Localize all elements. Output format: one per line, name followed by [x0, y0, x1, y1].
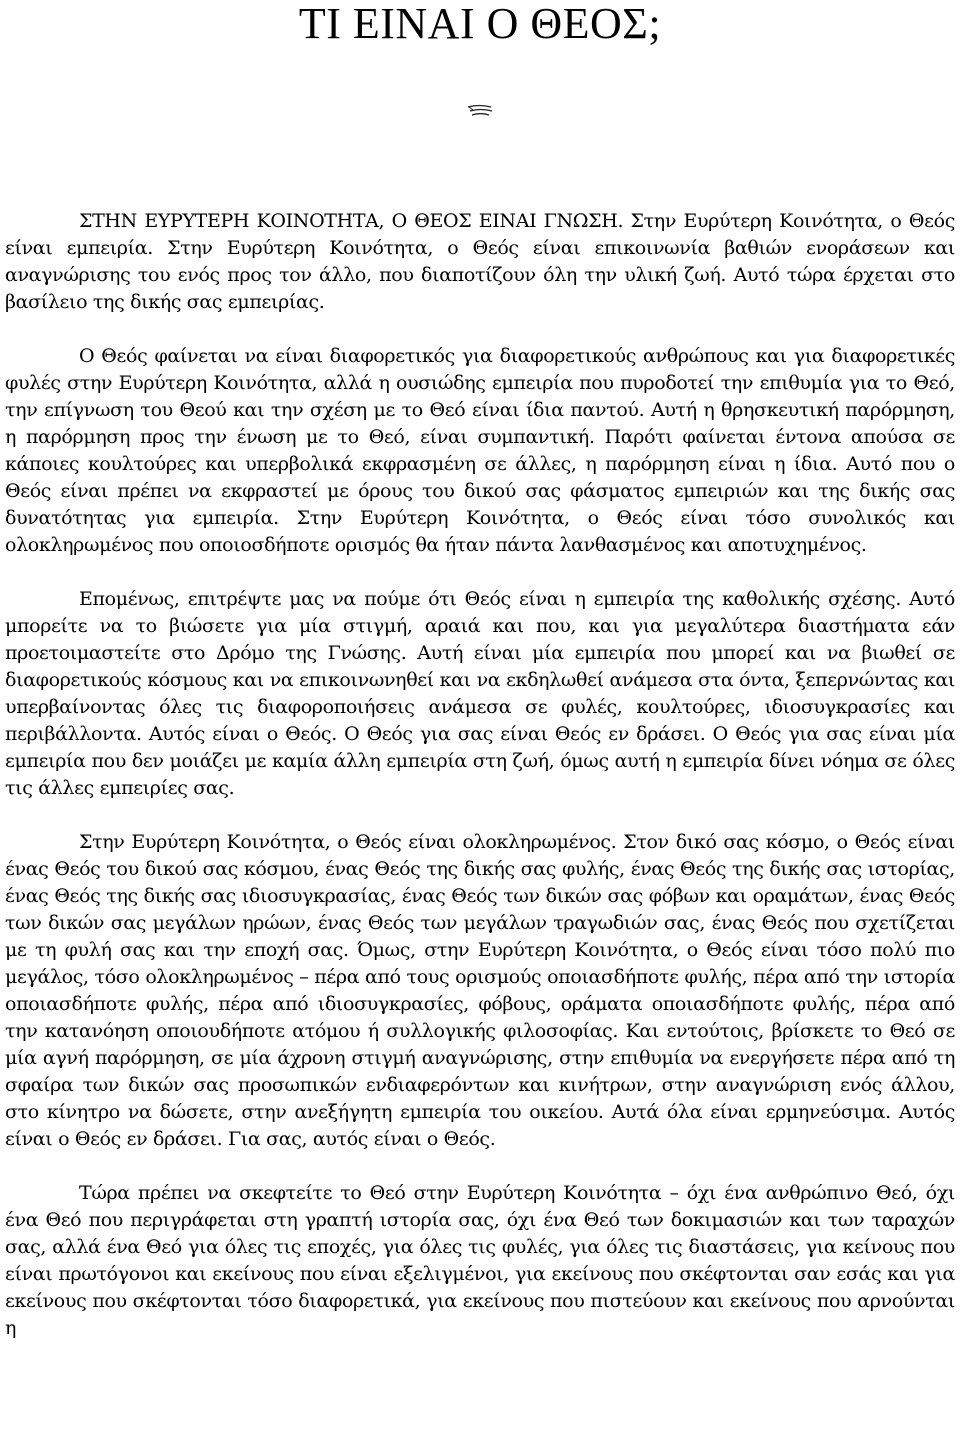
paragraph-3: Επομένως, επιτρέψτε μας να πούμε ότι Θεός είναι η εμπειρία της καθολικής σχέσης. Αυτό μπορείτε να το βιώσετε για μία στιγμή, αραιά και που, και για μεγαλύτερα διαστήματα εάν προετοιμαστείτε στο Δρόμο της Γνώσης. Αυτή είναι μία εμπειρία που μπορεί και να βιωθεί σε διαφορετικούς κόσμους και να επικοινωνηθεί και να εκδηλωθεί ανάμεσα στα όντα, ξεπερνώντας και υπερβαίνοντας όλες τις διαφοροποιήσεις ανάμεσα σε φυλές, κουλτούρες, ιδιοσυγκρασίες και περιβάλλοντα. Αυτός είναι ο Θεός. Ο Θεός για σας είναι Θεός εν δράσει. Ο Θεός για σας είναι μία εμπειρία που δεν μοιάζει με καμία άλλη εμπειρία στη ζωή, όμως αυτή η εμπειρία δίνει νόημα σε όλες τις άλλες εμπειρίες σας. [5, 588, 955, 799]
paragraph-2: Ο Θεός φαίνεται να είναι διαφορετικός για διαφορετικούς ανθρώπους και για διαφορετικές φυλές στην Ευρύτερη Κοινότητα, αλλά η ουσιώδης εμπειρία που πυροδοτεί την επιθυμία για το Θεό, την επίγνωση του Θεού και την σχέση με το Θεό είναι ίδια παντού. Αυτή η θρησκευτική παρόρμηση, η παρόρμηση προς την ένωση με το Θεό, είναι συμπαντική. Παρότι φαίνεται έντονα απούσα σε κάποιες κουλτούρες και υπερβολικά εκφρασμένη σε άλλες, η παρόρμηση είναι η ίδια. Αυτό που ο Θεός είναι πρέπει να εκφραστεί με όρους του δικού σας φάσματος εμπειριών και της δικής σας δυνατότητας για εμπειρία. Στην Ευρύτερη Κοινότητα, ο Θεός είναι τόσο συνολικός και ολοκληρωμένος που οποιοσδήποτε ορισμός θα ήταν πάντα λανθασμένος και αποτυχημένος. [5, 345, 955, 556]
paragraph-4: Στην Ευρύτερη Κοινότητα, ο Θεός είναι ολοκληρωμένος. Στον δικό σας κόσμο, ο Θεός είναι ένας Θεός του δικού σας κόσμου, ένας Θεός της δικής σας φυλής, ένας Θεός της δικής σας ιστορίας, ένας Θεός της δικής σας ιδιοσυγκρασίας, ένας Θεός των δικών σας φόβων και οραμάτων, ένας Θεός των δικών σας μεγάλων ηρώων, ένας Θεός των μεγάλων τραγωδιών σας, ένας Θεός που σχετίζεται με τη φυλή σας και την εποχή σας. Όμως, στην Ευρύτερη Κοινότητα, ο Θεός είναι τόσο πολύ πιο μεγάλος, τόσο ολοκληρωμένος – πέρα από τους ορισμούς οποιασδήποτε φυλής, πέρα από την ιστορία οποιασδήποτε φυλής, πέρα από ιδιοσυγκρασίες, φόβους, οράματα οποιασδήποτε φυλής, πέρα από την κατανόηση οποιουδήποτε ατόμου ή συλλογικής φιλοσοφίας. Και εντούτοις, βρίσκετε το Θεό σε μία αγνή παρόρμηση, σε μία άχρονη στιγμή αναγνώρισης, στην επιθυμία να ενεργήσετε πέρα από τη σφαίρα των δικών σας προσωπικών ενδιαφερόντων και κινήτρων, στην αναγνώριση ενός άλλου, στο κίνητρο να δώσετε, στην ανεξήγητη εμπειρία του οικείου. Αυτά όλα είναι ερμηνεύσιμα. Αυτός είναι ο Θεός εν δράσει. Για σας, αυτός είναι ο Θεός. [5, 831, 955, 1150]
document-page [5, 0, 955, 1342]
ornament [5, 50, 955, 112]
page-title: ΤΙ ΕΙΝΑΙ Ο ΘΕΟΣ; [298, 0, 662, 48]
paragraph-5: Τώρα πρέπει να σκεφτείτε το Θεό στην Ευρύτερη Κοινότητα – όχι ένα ανθρώπινο Θεό, όχι ένα Θεό που περιγράφεται στη γραπτή ιστορία σας, όχι ένα Θεό των δοκιμασιών και των ταραχών σας, αλλά ένα Θεό για όλες τις εποχές, για όλες τις φυλές, για όλες τις διαστάσεις, για κείνους που είναι πρωτόγονοι και εκείνους που είναι εξελιγμένοι, για εκείνους που σκέφτονται σαν εσάς και για εκείνους που σκέφτονται τόσο διαφορετικά, για εκείνους που πιστεύουν και εκείνους που αρνούνται η [5, 1182, 955, 1339]
paragraph-1: ΣΤΗΝ ΕΥΡΥΤΕΡΗ ΚΟΙΝΟΤΗΤΑ, Ο ΘΕΟΣ ΕΙΝΑΙ ΓΝΩΣΗ. Στην Ευρύτερη Κοινότητα, ο Θεός είναι εμπειρία. Στην Ευρύτερη Κοινότητα, ο Θεός είναι επικοινωνία βαθιών ενοράσεων και αναγνώρισης του ενός προς τον άλλο, που διαποτίζουν όλη την υλική ζωή. Αυτό τώρα έρχεται στο βασίλειο της δικής σας εμπειρίας. [5, 210, 955, 313]
